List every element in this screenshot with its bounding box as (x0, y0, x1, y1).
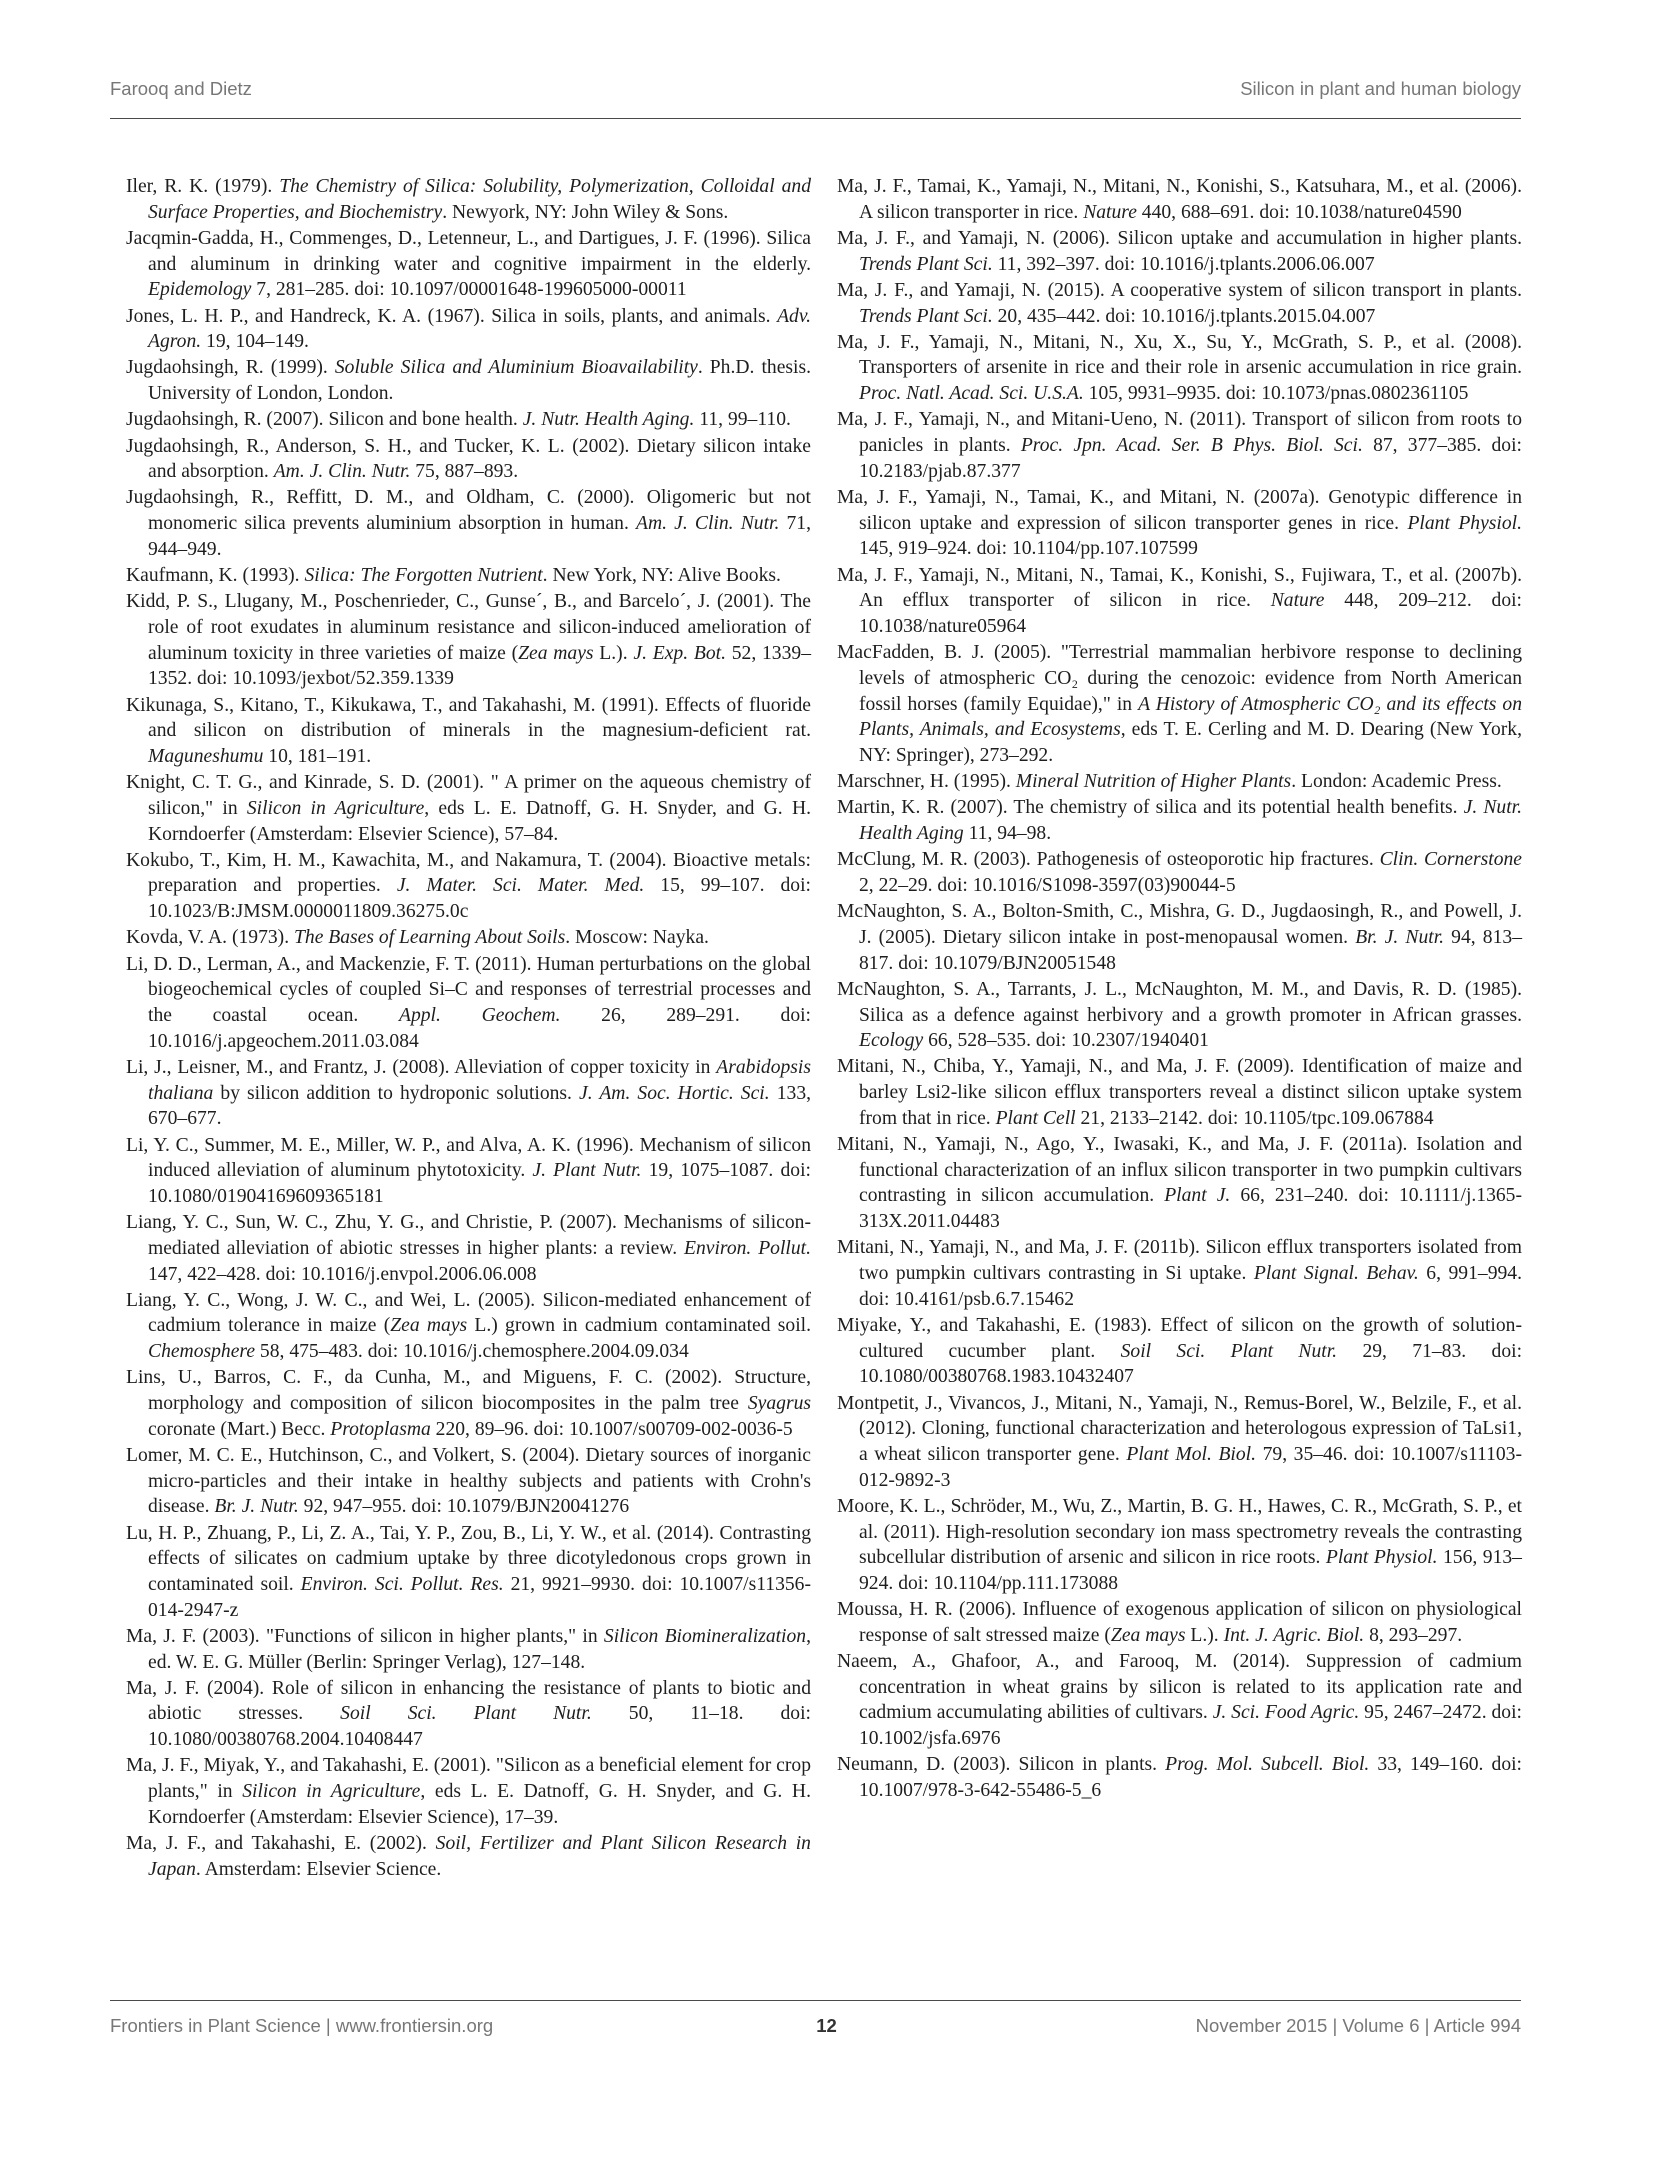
reference-entry (126, 770, 811, 847)
reference-italic-text: Prog. Mol. Subcell. Biol. (1165, 1754, 1370, 1776)
reference-text: 6, 991–994. doi: 10.4161/psb.6.7.15462 (859, 1263, 1522, 1310)
footer-issue: November 2015 | Volume 6 | Article 994 (1195, 2015, 1521, 2036)
reference-italic-text: Soluble Silica and Aluminium Bioavailability (334, 357, 698, 379)
footer-rule (110, 2000, 1521, 2001)
reference-text: Ma, J. F., Yamaji, N., Mitani, N., Tamai, K., Konishi, S., Fujiwara, T., et al. (2007b). An efflux transporter of silicon in rice. (837, 564, 1522, 612)
reference-text: Ma, J. F., and Yamaji, N. (2015). A cooperative system of silicon transport in plants. (837, 279, 1522, 301)
reference-text: , ed. W. E. G. Müller (Berlin: Springer Verlag), 127–148. (148, 1625, 812, 1673)
reference-text: . London: Academic Press. (1291, 771, 1502, 793)
reference-entry (126, 434, 811, 485)
reference-text: 7, 281–285. doi: 10.1097/00001648-199605000-00011 (251, 279, 687, 301)
reference-text: 71, 944–949. (148, 513, 812, 560)
reference-italic-text: Plant Signal. Behav. (1253, 1263, 1419, 1285)
reference-text: . Ph.D. thesis. University of London, London. (148, 357, 811, 405)
reference-text: 92, 947–955. doi: 10.1079/BJN20041276 (298, 1496, 630, 1518)
reference-text: 10, 181–191. (263, 745, 372, 767)
reference-text: Li, J., Leisner, M., and Frantz, J. (2008). Alleviation of copper toxicity in (126, 1056, 717, 1078)
reference-italic-text: Plant Physiol. (1407, 512, 1522, 534)
reference-text: 94, 813–817. doi: 10.1079/BJN20051548 (859, 926, 1522, 974)
reference-text: Kaufmann, K. (1993). (126, 565, 305, 587)
running-header-authors: Farooq and Dietz (110, 78, 252, 99)
reference-text: Moore, K. L., Schröder, M., Wu, Z., Martin, B. G. H., Hawes, C. R., McGrath, S. P., et al. (2011). High-resolution secondary ion mass spectrometry reveals the contrasting subcellular distribution of arsenic and silicon in rice roots. (837, 1495, 1522, 1569)
reference-text: Kikunaga, S., Kitano, T., Kikukawa, T., and Takahashi, M. (1991). Effects of fluoride and silicon on distribution of minerals in the magnesium-deficient rat. (126, 694, 811, 742)
reference-text: Jugdaohsingh, R. (2007). Silicon and bone health. (126, 409, 523, 431)
reference-entry (837, 1054, 1522, 1131)
reference-text: Jones, L. H. P., and Handreck, K. A. (1967). Silica in soils, plants, and animals. (126, 305, 778, 327)
reference-text: Iler, R. K. (1979). (126, 176, 280, 197)
reference-entry (126, 355, 811, 406)
reference-text: 220, 89–96. doi: 10.1007/s00709-002-0036-5 (430, 1418, 793, 1440)
reference-text: 145, 919–924. doi: 10.1104/pp.107.107599 (859, 538, 1198, 560)
reference-italic-text: Chemosphere (148, 1341, 256, 1363)
reference-entry (837, 1391, 1522, 1494)
reference-entry (126, 1055, 811, 1132)
reference-italic-text: J. Exp. Bot. (633, 642, 726, 664)
reference-text: 133, 670–677. (148, 1082, 812, 1130)
reference-text: Li, Y. C., Summer, M. E., Miller, W. P., and Alva, A. K. (1996). Mechanism of silicon induced alleviation of aluminum phytotoxicity. (126, 1134, 811, 1182)
reference-italic-text: Zea mays (1110, 1624, 1186, 1646)
reference-entry (837, 977, 1522, 1054)
reference-text: coronate (Mart.) Becc. (148, 1418, 331, 1440)
reference-italic-text: Soil Sci. Plant Nutr. (340, 1703, 592, 1725)
reference-text: Neumann, D. (2003). Silicon in plants. (837, 1754, 1166, 1776)
reference-entry (126, 1210, 811, 1287)
reference-italic-text: Soil, Fertilizer and Plant Silicon Research in Japan (148, 1833, 811, 1880)
reference-italic-text: Arabidopsis thaliana (148, 1056, 811, 1104)
reference-italic-text: A History of Atmospheric CO₂ and its effects on Plants, Animals, and Ecosystems (859, 693, 1522, 741)
reference-entry (837, 640, 1522, 769)
reference-text: Li, D. D., Lerman, A., and Mackenzie, F. T. (2011). Human perturbations on the global biogeochemical cycles of coupled Si–C and responses of terrestrial processes and the coastal ocean. (126, 953, 811, 1026)
reference-italic-text: Plant Mol. Biol. (1126, 1443, 1257, 1465)
reference-entry (126, 1133, 811, 1210)
reference-italic-text: Am. J. Clin. Nutr. (636, 513, 780, 535)
reference-entry (126, 1288, 811, 1365)
reference-text: 95, 2467–2472. doi: 10.1002/jsfa.6976 (859, 1702, 1522, 1750)
reference-entry (126, 1753, 811, 1830)
references-column-left (126, 174, 811, 1883)
reference-text: MacFadden, B. J. (2005). "Terrestrial mammalian herbivore response to declining levels of atmospheric CO₂ during the cenozoic: evidence from North American fossil horses (family Equidae)," in (837, 642, 1522, 715)
reference-text: L.). (1185, 1624, 1224, 1646)
reference-text: Jacqmin-Gadda, H., Commenges, D., Letenneur, L., and Dartigues, J. F. (1996). Silica and aluminum in drinking water and cognitive impairment in the elderly. (126, 227, 811, 275)
reference-text: Lomer, M. C. E., Hutchinson, C., and Volkert, S. (2004). Dietary sources of inorganic micro-particles and their intake in healthy subjects and patients with Crohn's disease. (126, 1444, 811, 1518)
reference-text: 440, 688–691. doi: 10.1038/nature04590 (1136, 201, 1462, 223)
reference-text: 156, 913–924. doi: 10.1104/pp.111.173088 (859, 1547, 1522, 1594)
reference-text: by silicon addition to hydroponic solutions. (213, 1082, 580, 1104)
reference-text: 8, 293–297. (1364, 1624, 1463, 1646)
reference-italic-text: J. Sci. Food Agric. (1212, 1702, 1360, 1724)
reference-text: Ma, J. F., Yamaji, N., Mitani, N., Xu, X., Su, Y., McGrath, S. P., et al. (2008). Transporters of arsenite in rice and their role in arsenic accumulation in rice grain. (837, 331, 1522, 379)
reference-italic-text: Environ. Pollut. (684, 1237, 811, 1259)
reference-text: 50, 11–18. doi: 10.1080/00380768.2004.10408447 (148, 1703, 811, 1751)
page-number: 12 (816, 2015, 837, 2036)
reference-text: Ma, J. F., Miyak, Y., and Takahashi, E. (2001). "Silicon as a beneficial element for crop plants," in (126, 1755, 811, 1803)
reference-text: Ma, J. F., Tamai, K., Yamaji, N., Mitani, N., Konishi, S., Katsuhara, M., et al. (2006). A silicon transporter in rice. (837, 176, 1522, 223)
reference-entry (126, 304, 811, 355)
reference-text: , eds L. E. Datnoff, G. H. Snyder, and G. H. Korndoerfer (Amsterdam: Elsevier Science), 57–84. (148, 797, 811, 845)
reference-italic-text: Br. J. Nutr. (214, 1496, 299, 1518)
reference-entry (837, 226, 1522, 277)
reference-entry (837, 769, 1522, 795)
reference-text: 58, 475–483. doi: 10.1016/j.chemosphere.2004.09.034 (255, 1341, 689, 1363)
reference-text: 147, 422–428. doi: 10.1016/j.envpol.2006.06.008 (148, 1263, 537, 1285)
reference-text: Ma, J. F., and Yamaji, N. (2006). Silicon uptake and accumulation in higher plants. (837, 227, 1522, 249)
reference-text: Ma, J. F. (2004). Role of silicon in enhancing the resistance of plants to biotic and abiotic stresses. (126, 1677, 811, 1725)
reference-entry (126, 952, 811, 1055)
reference-entry (126, 1443, 811, 1520)
reference-italic-text: Trends Plant Sci. (859, 305, 993, 327)
reference-entry (126, 1831, 811, 1882)
reference-italic-text: J. Nutr. Health Aging. (522, 409, 695, 431)
reference-text: 105, 9931–9935. doi: 10.1073/pnas.0802361105 (1083, 383, 1469, 405)
reference-text: 11, 94–98. (963, 823, 1052, 845)
reference-entry (837, 1313, 1522, 1390)
reference-italic-text: The Bases of Learning About Soils (294, 927, 566, 949)
reference-text: Jugdaohsingh, R. (1999). (126, 357, 335, 379)
header-rule (110, 118, 1521, 119)
reference-italic-text: Zea mays (390, 1315, 468, 1337)
reference-entry (126, 589, 811, 692)
reference-text: Martin, K. R. (2007). The chemistry of silica and its potential health benefits. (837, 797, 1464, 819)
reference-text: 21, 2133–2142. doi: 10.1105/tpc.109.067884 (1075, 1107, 1434, 1129)
reference-text: Kidd, P. S., Llugany, M., Poschenrieder, C., Gunse´, B., and Barcelo´, J. (2001). The role of root exudates in aluminum resistance and silicon-induced amelioration of aluminum toxicity in three varieties of maize ( (126, 591, 811, 664)
reference-text: . Moscow: Nayka. (565, 927, 709, 949)
reference-italic-text: Clin. Cornerstone (1379, 849, 1522, 871)
reference-entry (126, 1365, 811, 1442)
reference-text: 66, 231–240. doi: 10.1111/j.1365-313X.2011.04483 (859, 1185, 1522, 1233)
reference-text: McNaughton, S. A., Bolton-Smith, C., Mishra, G. D., Jugdaosingh, R., and Powell, J. J. (2005). Dietary silicon intake in post-menopausal women. (837, 901, 1522, 948)
reference-text: 19, 1075–1087. doi: 10.1080/01904169609365181 (148, 1160, 811, 1207)
reference-text: 19, 104–149. (201, 331, 309, 353)
reference-text: 66, 528–535. doi: 10.2307/1940401 (923, 1030, 1209, 1052)
reference-italic-text: Silicon in Agriculture (246, 797, 425, 819)
reference-italic-text: Protoplasma (330, 1418, 431, 1440)
reference-italic-text: Silica: The Forgotten Nutrient (304, 565, 543, 587)
reference-text: Ma, J. F. (2003). "Functions of silicon in higher plants," in (126, 1625, 604, 1647)
reference-entry (837, 1752, 1522, 1803)
reference-text: Montpetit, J., Vivancos, J., Mitani, N., Yamaji, N., Remus-Borel, W., Belzile, F., et al. (2012). Cloning, functional characterization and heterologous expression of TaLsi1, a wheat silicon transporter gene. (837, 1392, 1522, 1465)
reference-text: 79, 35–46. doi: 10.1007/s11103-012-9892-3 (859, 1443, 1522, 1491)
reference-entry (837, 795, 1522, 846)
reference-entry (126, 174, 811, 225)
reference-text: Lins, U., Barros, C. F., da Cunha, M., and Miguens, F. C. (2002). Structure, morphology and composition of silicon biocomposites in the palm tree (126, 1367, 811, 1415)
reference-italic-text: Plant Physiol. (1325, 1547, 1438, 1569)
reference-entry (126, 407, 811, 433)
reference-entry (126, 485, 811, 562)
reference-entry (126, 1624, 811, 1675)
reference-italic-text: Soil Sci. Plant Nutr. (1120, 1340, 1338, 1362)
reference-text: Kovda, V. A. (1973). (126, 927, 294, 949)
reference-italic-text: Zea mays (518, 642, 594, 664)
reference-text: 29, 71–83. doi: 10.1080/00380768.1983.10432407 (859, 1340, 1523, 1388)
reference-text: 87, 377–385. doi: 10.2183/pjab.87.377 (859, 435, 1522, 482)
reference-italic-text: Plant J. (1164, 1185, 1231, 1207)
reference-italic-text: Trends Plant Sci. (859, 253, 993, 275)
reference-entry (837, 330, 1522, 407)
reference-entry (837, 1649, 1522, 1752)
reference-entry (837, 847, 1522, 898)
reference-entry (837, 1132, 1522, 1235)
reference-entry (837, 174, 1522, 225)
reference-entry (837, 899, 1522, 976)
reference-text: . New York, NY: Alive Books. (542, 565, 781, 587)
reference-text: Liang, Y. C., Wong, J. W. C., and Wei, L. (2005). Silicon-mediated enhancement of cadmium tolerance in maize ( (126, 1289, 811, 1337)
reference-italic-text: Br. J. Nutr. (1355, 926, 1445, 948)
running-header-title: Silicon in plant and human biology (1240, 78, 1521, 99)
reference-italic-text: Nature (1270, 590, 1325, 612)
reference-text: 2, 22–29. doi: 10.1016/S1098-3597(03)90044-5 (859, 874, 1236, 896)
reference-text: L.). (593, 642, 634, 664)
reference-text: Lu, H. P., Zhuang, P., Li, Z. A., Tai, Y. P., Zou, B., Li, Y. W., et al. (2014). Contrasting effects of silicates on cadmium uptake by three dicotyledonous crops grown in contaminated soil. (126, 1522, 811, 1595)
reference-italic-text: The Chemistry of Silica: Solubility, Polymerization, Colloidal and Surface Properties, and Biochemistry (148, 176, 811, 223)
reference-text: Mitani, N., Chiba, Y., Yamaji, N., and Ma, J. F. (2009). Identification of maize and barley Lsi2-like silicon efflux transporters reveal a distinct silicon uptake system from that in rice. (837, 1056, 1522, 1129)
reference-entry (837, 407, 1522, 484)
reference-entry (837, 1494, 1522, 1597)
reference-italic-text: Appl. Geochem. (399, 1005, 561, 1026)
reference-italic-text: Int. J. Agric. Biol. (1223, 1624, 1365, 1646)
reference-entry (126, 1676, 811, 1753)
reference-text: McNaughton, S. A., Tarrants, J. L., McNaughton, M. M., and Davis, R. D. (1985). Silica as a defence against herbivory and a growth promoter in African grasses. (837, 978, 1522, 1026)
reference-italic-text: Silicon Biomineralization (603, 1625, 807, 1647)
reference-text: 11, 99–110. (694, 409, 791, 431)
reference-text: , eds T. E. Cerling and M. D. Dearing (New York, NY: Springer), 273–292. (859, 719, 1522, 766)
reference-text: Moussa, H. R. (2006). Influence of exogenous application of silicon on physiological response of salt stressed maize ( (837, 1599, 1522, 1646)
reference-text: , eds L. E. Datnoff, G. H. Snyder, and G. H. Korndoerfer (Amsterdam: Elsevier Science), 17–39. (148, 1781, 811, 1828)
reference-text: Miyake, Y., and Takahashi, E. (1983). Effect of silicon on the growth of solution-cultured cucumber plant. (837, 1314, 1522, 1362)
reference-text: Ma, J. F., and Takahashi, E. (2002). (126, 1833, 436, 1854)
reference-text: Liang, Y. C., Sun, W. C., Zhu, Y. G., and Christie, P. (2007). Mechanisms of silicon-mediated alleviation of abiotic stresses in higher plants: a review. (126, 1212, 811, 1259)
reference-entry (837, 278, 1522, 329)
reference-entry (126, 226, 811, 303)
reference-italic-text: Nature (1083, 201, 1137, 223)
reference-italic-text: Proc. Jpn. Acad. Ser. B Phys. Biol. Sci. (1020, 435, 1363, 457)
reference-text: Mitani, N., Yamaji, N., Ago, Y., Iwasaki, K., and Ma, J. F. (2011a). Isolation and functional characterization of an influx silicon transporter in two pumpkin cultivars contrasting in silicon accumulation. (837, 1134, 1522, 1207)
reference-text: McClung, M. R. (2003). Pathogenesis of osteoporotic hip fractures. (837, 849, 1380, 871)
reference-text: Naeem, A., Ghafoor, A., and Farooq, M. (2014). Suppression of cadmium concentration in wheat grains by silicon is related to its application rate and cadmium accumulating abilities of cultivars. (837, 1651, 1522, 1724)
reference-text: Ma, J. F., Yamaji, N., Tamai, K., and Mitani, N. (2007a). Genotypic difference in silicon uptake and expression of silicon transporter genes in rice. (837, 486, 1522, 534)
reference-text: Mitani, N., Yamaji, N., and Ma, J. F. (2011b). Silicon efflux transporters isolated from two pumpkin cultivars contrasting in Si uptake. (837, 1237, 1522, 1285)
reference-italic-text: Mineral Nutrition of Higher Plants (1015, 771, 1292, 793)
reference-text: Jugdaohsingh, R., Reffitt, D. M., and Oldham, C. (2000). Oligomeric but not monomeric silica prevents aluminium absorption in human. (126, 487, 811, 535)
reference-italic-text: Adv. Agron. (148, 305, 811, 353)
reference-entry (126, 848, 811, 925)
reference-entry (126, 925, 811, 951)
reference-italic-text: Epidemology (148, 279, 252, 301)
reference-text: 26, 289–291. doi: 10.1016/j.apgeochem.2011.03.084 (148, 1005, 812, 1052)
reference-text: 20, 435–442. doi: 10.1016/j.tplants.2015.04.007 (992, 305, 1376, 327)
reference-text: 75, 887–893. (410, 461, 519, 483)
reference-italic-text: J. Nutr. Health Aging (859, 797, 1522, 845)
reference-italic-text: Silicon in Agriculture (242, 1781, 421, 1803)
reference-text: 448, 209–212. doi: 10.1038/nature05964 (859, 590, 1523, 637)
reference-text: Marschner, H. (1995). (837, 771, 1016, 793)
reference-text: 11, 392–397. doi: 10.1016/j.tplants.2006.06.007 (992, 253, 1375, 275)
reference-text: . Amsterdam: Elsevier Science. (195, 1858, 442, 1880)
reference-text: . Newyork, NY: John Wiley & Sons. (442, 201, 729, 223)
reference-italic-text: Ecology (859, 1030, 924, 1052)
reference-text: L.) grown in cadmium contaminated soil. (467, 1315, 811, 1337)
reference-entry (126, 563, 811, 589)
reference-italic-text: Am. J. Clin. Nutr. (273, 461, 411, 483)
reference-entry (837, 1597, 1522, 1648)
reference-text: 52, 1339–1352. doi: 10.1093/jexbot/52.359.1339 (148, 642, 811, 690)
reference-entry (126, 693, 811, 770)
reference-entry (837, 485, 1522, 562)
reference-italic-text: Environ. Sci. Pollut. Res. (300, 1573, 504, 1595)
reference-text: 15, 99–107. doi: 10.1023/B:JMSM.0000011809.36275.0c (148, 875, 811, 923)
reference-text: Kokubo, T., Kim, H. M., Kawachita, M., and Nakamura, T. (2004). Bioactive metals: preparation and properties. (126, 849, 811, 897)
references-column-right (837, 174, 1522, 1804)
reference-italic-text: Proc. Natl. Acad. Sci. U.S.A. (859, 383, 1084, 405)
reference-entry (837, 1235, 1522, 1312)
reference-text: Knight, C. T. G., and Kinrade, S. D. (2001). " A primer on the aqueous chemistry of silicon," in (126, 772, 811, 819)
reference-italic-text: J. Am. Soc. Hortic. Sci. (579, 1082, 770, 1104)
reference-italic-text: Plant Cell (995, 1107, 1076, 1129)
reference-italic-text: Maguneshumu (148, 745, 264, 767)
reference-text: 21, 9921–9930. doi: 10.1007/s11356-014-2947-z (148, 1573, 811, 1621)
reference-entry (126, 1521, 811, 1624)
reference-italic-text: J. Mater. Sci. Mater. Med. (396, 875, 645, 897)
reference-text: Jugdaohsingh, R., Anderson, S. H., and Tucker, K. L. (2002). Dietary silicon intake and absorption. (126, 435, 811, 483)
reference-entry (837, 563, 1522, 640)
reference-italic-text: Syagrus (747, 1393, 811, 1415)
reference-text: Ma, J. F., Yamaji, N., and Mitani-Ueno, N. (2011). Transport of silicon from roots to panicles in plants. (837, 409, 1522, 457)
reference-italic-text: J. Plant Nutr. (532, 1160, 642, 1182)
footer-journal: Frontiers in Plant Science | www.frontiersin.org (110, 2015, 494, 2036)
reference-text: 33, 149–160. doi: 10.1007/978-3-642-55486-5_6 (859, 1754, 1522, 1802)
